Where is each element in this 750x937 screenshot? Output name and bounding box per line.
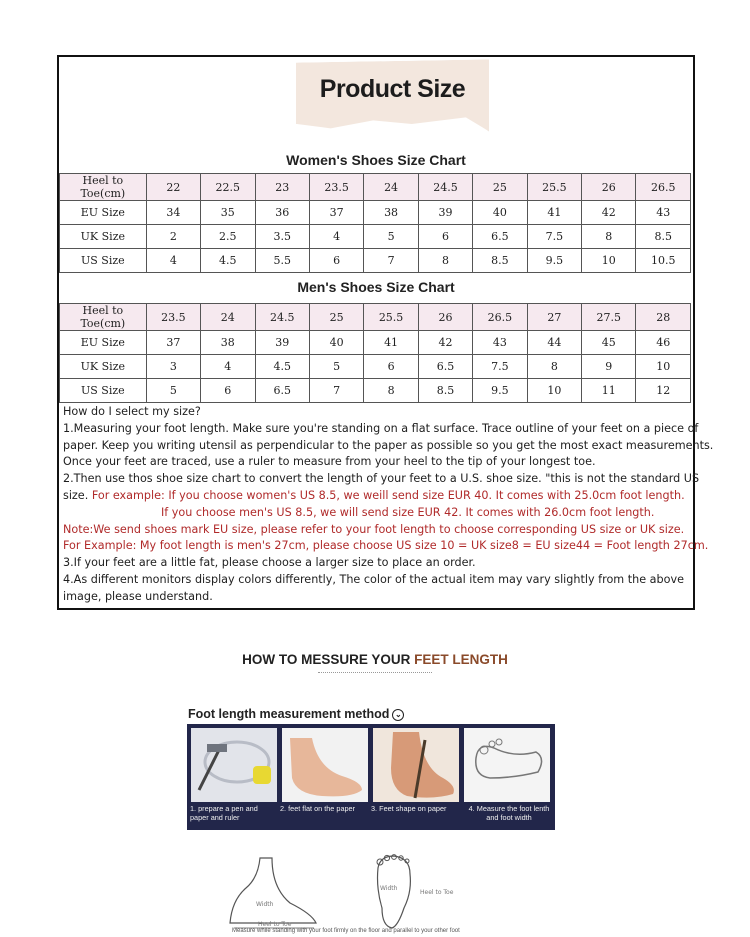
size-cell: 41: [364, 331, 418, 355]
size-cell: 9.5: [527, 249, 581, 273]
size-cell: 4: [146, 249, 200, 273]
row-label: Heel to Toe(cm): [60, 174, 147, 201]
size-row: [60, 304, 691, 331]
size-cell: 27.5: [582, 304, 636, 331]
note-example-women: For example: If you choose women's US 8.5, we weill send size EUR 40. It comes with 25.0cm foot length.: [91, 488, 685, 502]
size-cell: 4: [201, 355, 255, 379]
size-cell: 24.5: [255, 304, 309, 331]
size-cell: 6.5: [255, 379, 309, 403]
size-cell: 25.5: [527, 174, 581, 201]
method-title: [188, 707, 404, 721]
size-cell: 26: [582, 174, 636, 201]
step-caption-4: 4. Measure the foot lenth and foot width: [468, 804, 550, 822]
size-cell: 9.5: [473, 379, 527, 403]
size-cell: 40: [473, 201, 527, 225]
size-row: [60, 201, 691, 225]
size-cell: 25.5: [364, 304, 418, 331]
size-cell: 8: [364, 379, 418, 403]
size-cell: 9: [582, 355, 636, 379]
size-cell: 35: [201, 201, 255, 225]
note-line: 1.Measuring your foot length. Make sure you're standing on a flat surface. Trace outline of your feet on a piece of: [63, 421, 699, 435]
size-cell: 2.5: [201, 225, 255, 249]
note-line: How do I select my size?: [63, 405, 201, 418]
size-notes: [63, 404, 714, 606]
size-cell: 6.5: [418, 355, 472, 379]
size-cell: 6: [201, 379, 255, 403]
size-cell: 8.5: [418, 379, 472, 403]
size-cell: 4: [309, 225, 363, 249]
row-label: UK Size: [60, 355, 147, 379]
diagram-width-label: Width: [256, 901, 274, 908]
size-cell: 4.5: [255, 355, 309, 379]
row-label: US Size: [60, 379, 147, 403]
size-cell: 6: [309, 249, 363, 273]
size-cell: 43: [636, 201, 691, 225]
size-cell: 7.5: [527, 225, 581, 249]
diagram-footnote: Measure while standing with your foot firmly on the floor and parallel to your other foot: [232, 928, 460, 934]
note-line: [63, 488, 693, 505]
note-line: 3.If your feet are a little fat, please choose a larger size to place an order.: [63, 556, 476, 570]
size-cell: 26.5: [636, 174, 691, 201]
diagram-heel-label: Heel to Toe: [258, 921, 292, 928]
size-cell: 6: [418, 225, 472, 249]
size-cell: 2: [146, 225, 200, 249]
size-cell: 10: [527, 379, 581, 403]
men-chart-title: Men's Shoes Size Chart: [297, 279, 455, 295]
women-size-table: [59, 173, 691, 273]
row-label: EU Size: [60, 331, 147, 355]
size-cell: 43: [473, 331, 527, 355]
size-cell: 10: [636, 355, 691, 379]
size-cell: 46: [636, 331, 691, 355]
size-cell: 27: [527, 304, 581, 331]
size-cell: 10.5: [636, 249, 691, 273]
size-cell: 44: [527, 331, 581, 355]
size-cell: 40: [309, 331, 363, 355]
size-cell: 42: [418, 331, 472, 355]
step-caption-2: 2. feet flat on the paper: [280, 804, 356, 813]
step-image-measure-foot: [464, 728, 550, 802]
step-image-foot-flat: [282, 728, 368, 802]
foot-measure-diagram: [220, 848, 510, 937]
step-image-trace-foot: [373, 728, 459, 802]
size-cell: 5: [364, 225, 418, 249]
row-label: Heel to Toe(cm): [60, 304, 147, 331]
heading-divider: [318, 672, 432, 673]
size-row: [60, 355, 691, 379]
size-cell: 24: [364, 174, 418, 201]
size-row: [60, 249, 691, 273]
note-line: paper. Keep you writing utensil as perpendicular to the paper as possible so you get the most exact measurements.: [63, 438, 714, 452]
size-cell: 41: [527, 201, 581, 225]
row-label: UK Size: [60, 225, 147, 249]
size-cell: 24: [201, 304, 255, 331]
size-cell: 3: [146, 355, 200, 379]
size-cell: 45: [582, 331, 636, 355]
step-image-pen-paper: [191, 728, 277, 802]
size-cell: 7: [364, 249, 418, 273]
size-cell: 37: [146, 331, 200, 355]
size-cell: 3.5: [255, 225, 309, 249]
size-row: [60, 379, 691, 403]
size-cell: 7: [309, 379, 363, 403]
size-cell: 34: [146, 201, 200, 225]
note-line: Once your feet are traced, use a ruler to measure from your heel to the tip of your longest toe.: [63, 455, 596, 469]
size-cell: 28: [636, 304, 691, 331]
size-cell: 8: [582, 225, 636, 249]
size-cell: 39: [255, 331, 309, 355]
size-chart-frame: [57, 55, 714, 610]
size-cell: 5: [146, 379, 200, 403]
chevron-down-icon: ⌄: [392, 709, 404, 721]
size-cell: 25: [473, 174, 527, 201]
size-cell: 5: [309, 355, 363, 379]
size-row: [60, 331, 691, 355]
size-cell: 23.5: [309, 174, 363, 201]
size-cell: 42: [582, 201, 636, 225]
note-line: image, please understand.: [63, 589, 213, 603]
size-cell: 22: [146, 174, 200, 201]
size-cell: 8.5: [473, 249, 527, 273]
size-cell: 25: [309, 304, 363, 331]
method-title-text: Foot length measurement method: [188, 707, 390, 721]
note-example-men: If you choose men's US 8.5, we will send size EUR 42. It comes with 26.0cm foot length.: [161, 505, 655, 519]
size-cell: 10: [582, 249, 636, 273]
size-cell: 26.5: [473, 304, 527, 331]
note-line: 2.Then use thos shoe size chart to convert the length of your feet to a U.S. shoe size. "this is not the standard US: [63, 472, 700, 486]
size-cell: 11: [582, 379, 636, 403]
method-steps-strip: [187, 724, 555, 830]
diagram-width-label-top: Width: [380, 885, 398, 892]
howto-heading-b: FEET LENGTH: [414, 652, 508, 667]
size-cell: 8: [527, 355, 581, 379]
size-cell: 5.5: [255, 249, 309, 273]
size-cell: 37: [309, 201, 363, 225]
size-cell: 39: [418, 201, 472, 225]
note-example-foot: For Example: My foot length is men's 27cm, please choose US size 10 = UK size8 = EU size44 = Foot length 27cm.: [63, 539, 709, 553]
men-size-table: [59, 303, 691, 403]
note-eu-size: Note:We send shoes mark EU size, please refer to your foot length to choose corresponding US size or UK size.: [63, 522, 685, 536]
size-cell: 7.5: [473, 355, 527, 379]
size-row: [60, 225, 691, 249]
size-cell: 22.5: [201, 174, 255, 201]
step-caption-1: 1. prepare a pen and paper and ruler: [190, 804, 258, 822]
size-cell: 24.5: [418, 174, 472, 201]
size-cell: 26: [418, 304, 472, 331]
size-cell: 38: [364, 201, 418, 225]
size-row: [60, 174, 691, 201]
row-label: US Size: [60, 249, 147, 273]
howto-heading: [0, 652, 750, 667]
size-cell: 36: [255, 201, 309, 225]
size-cell: 8.5: [636, 225, 691, 249]
size-cell: 8: [418, 249, 472, 273]
size-cell: 38: [201, 331, 255, 355]
note-text: size.: [63, 488, 92, 502]
step-caption-3: 3. Feet shape on paper: [371, 804, 447, 813]
diagram-heel-label-top: Heel to Toe: [420, 889, 454, 896]
size-cell: 23.5: [146, 304, 200, 331]
size-cell: 6.5: [473, 225, 527, 249]
page-title: Product Size: [319, 75, 466, 103]
howto-heading-a: HOW TO MESSURE YOUR: [242, 652, 415, 667]
size-cell: 6: [364, 355, 418, 379]
size-cell: 12: [636, 379, 691, 403]
size-cell: 23: [255, 174, 309, 201]
size-cell: 4.5: [201, 249, 255, 273]
row-label: EU Size: [60, 201, 147, 225]
women-chart-title: Women's Shoes Size Chart: [286, 152, 466, 168]
note-line: 4.As different monitors display colors differently, The color of the actual item may vary slightly from the above: [63, 572, 684, 586]
